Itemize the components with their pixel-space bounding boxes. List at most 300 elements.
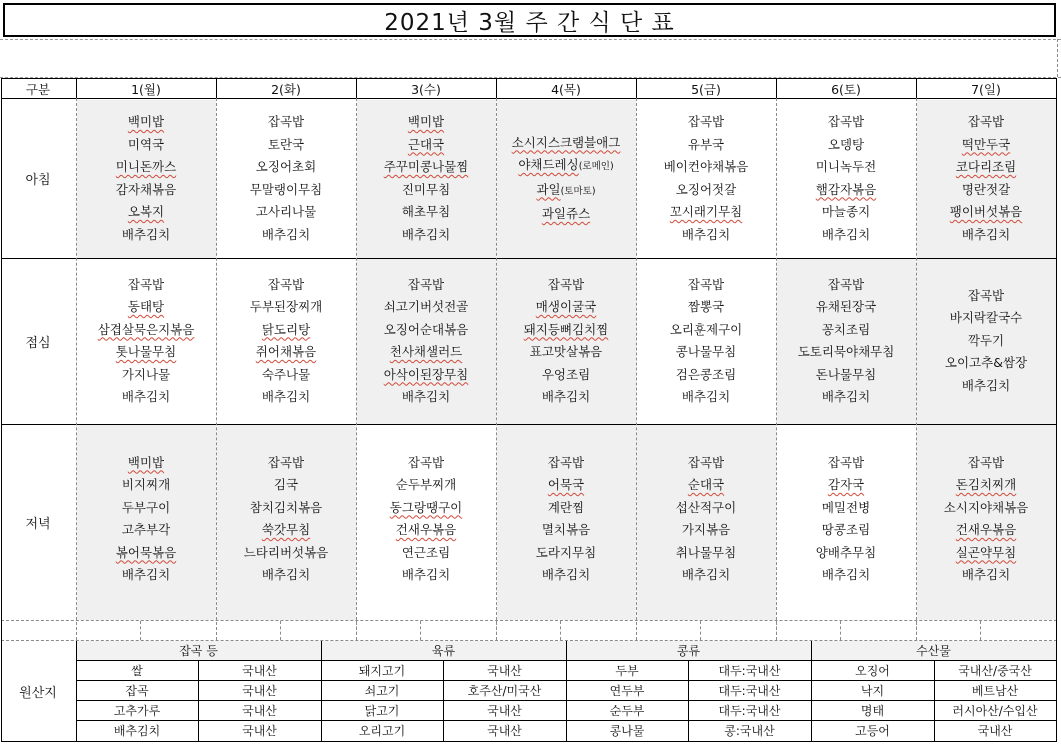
menu-item: [956, 542, 1016, 565]
menu-item-text: 순두부찌개: [395, 477, 457, 492]
menu-item-text: 배추김치: [821, 389, 871, 404]
menu-item-text: 오징어순대볶음: [383, 321, 469, 337]
menu-item: [822, 201, 870, 224]
menu-item-text: 배추김치: [541, 567, 591, 582]
origin-row-divider: [76, 700, 1056, 701]
menu-item: [950, 201, 1022, 224]
origin-cell: 국내산/중국산: [958, 663, 1032, 678]
menu-item-text: 쥐어채볶음: [255, 344, 317, 359]
menu-item-text: 무말랭이무침: [249, 181, 323, 197]
menu-item-text: 닭도리탕: [261, 321, 311, 337]
menu-item-text: 도라지무침: [535, 544, 597, 560]
table-bottom-border: [1, 741, 1057, 742]
spacer-tick: [140, 621, 141, 640]
menu-cell: [76, 424, 216, 614]
menu-item: [122, 474, 170, 497]
menu-item: [408, 134, 444, 157]
menu-item: [256, 156, 316, 179]
menu-item: [256, 341, 316, 364]
spacer-tick: [700, 621, 701, 640]
blank-band-right-line: [1057, 39, 1058, 77]
menu-item: [128, 296, 164, 319]
spacer-tick: [496, 621, 497, 640]
menu-item: [828, 134, 864, 157]
menu-item-text: 배추김치: [821, 567, 871, 582]
menu-item-text: 주꾸미콩나물찜: [383, 159, 469, 174]
origin-cell: 명태: [860, 703, 885, 718]
menu-item-text: 실곤약무침: [955, 544, 1017, 560]
menu-item-text: 잡곡밥: [687, 114, 725, 129]
menu-item-text: 양배추무침: [815, 544, 877, 560]
menu-item: [396, 474, 456, 497]
menu-item: [542, 364, 590, 387]
menu-item: [402, 179, 450, 202]
menu-item: [530, 341, 602, 364]
menu-item: [816, 179, 876, 202]
menu-item: [518, 154, 613, 179]
menu-item: [682, 564, 730, 587]
menu-item: [676, 341, 736, 364]
menu-item: [956, 519, 1016, 542]
menu-item: [268, 134, 304, 157]
menu-item-text: 멸치볶음: [541, 522, 591, 537]
menu-item-text: 콩나물무침: [675, 344, 737, 359]
menu-item-text: 소시지야채볶음: [943, 499, 1029, 515]
menu-item: [390, 497, 462, 520]
origin-cell: 국내산: [242, 703, 277, 718]
header-column-divider: [76, 78, 77, 98]
menu-item-text: 쑥갓무침: [261, 522, 311, 537]
menu-item: [122, 564, 170, 587]
menu-item: [944, 497, 1029, 520]
header-column-divider: [356, 78, 357, 98]
menu-item: [962, 179, 1010, 202]
menu-item-text: 배추김치: [261, 226, 311, 242]
menu-item-text: 가지볶음: [681, 522, 731, 537]
menu-item-text: 잡곡밥: [687, 276, 725, 292]
menu-item: [262, 319, 310, 342]
menu-item: [402, 564, 450, 587]
menu-item-text: 쇠고기버섯전골: [383, 299, 469, 314]
column-divider: [216, 98, 217, 640]
origin-cell: 돼지고기: [358, 663, 406, 678]
column-divider: [76, 98, 77, 640]
menu-item-text: 잡곡밥: [407, 276, 445, 292]
menu-item-text: 백미밥: [127, 114, 165, 129]
menu-item: [402, 386, 450, 409]
page-title-text: 2021년 3월 주 간 식 단 표: [384, 9, 675, 36]
menu-item: [122, 224, 170, 247]
spacer-tick: [280, 621, 281, 640]
menu-item-text: 소시지스크램블애그: [511, 134, 621, 150]
menu-item: [116, 179, 176, 202]
menu-item-text: 백미밥: [127, 454, 165, 470]
spacer-tick: [840, 621, 841, 640]
menu-cell: [636, 258, 776, 424]
menu-item-text: 취나물무침: [675, 544, 737, 560]
menu-item-text: 배추김치: [541, 389, 591, 404]
origin-cell: 베트남산: [971, 683, 1019, 698]
origin-header-bottom: [76, 660, 1056, 661]
menu-cell: [496, 258, 636, 424]
menu-item: [250, 497, 322, 520]
menu-cell: [636, 424, 776, 614]
menu-item: [250, 296, 322, 319]
menu-item-text: 배추김치: [961, 377, 1011, 393]
header-column-divider: [776, 78, 777, 98]
origin-cell: 국내산: [487, 703, 522, 718]
menu-item-text: 잡곡밥: [967, 287, 1005, 303]
menu-item: [268, 452, 304, 475]
menu-item: [542, 203, 590, 226]
menu-item: [268, 111, 304, 134]
menu-item-note: (토마토): [560, 185, 596, 197]
column-divider: [776, 98, 777, 640]
origin-cell: 국내산: [242, 683, 277, 698]
spacer-tick: [560, 621, 561, 640]
menu-item-text: 건새우볶음: [395, 522, 457, 537]
header-column-divider: [496, 78, 497, 98]
column-divider: [356, 98, 357, 640]
header-day-1: 1(월): [131, 81, 161, 97]
menu-item-text: 감자채볶음: [115, 181, 177, 197]
menu-item: [268, 274, 304, 297]
origin-cell: 국내산: [977, 724, 1013, 738]
origin-group-header: 육류: [431, 644, 456, 658]
menu-item-text: 배추김치: [261, 567, 311, 582]
menu-item-text: 잡곡밥: [407, 454, 445, 470]
menu-item: [968, 111, 1004, 134]
column-divider: [636, 98, 637, 640]
menu-item: [128, 134, 164, 157]
menu-item-text: 삼겹살묵은지볶음: [97, 321, 195, 337]
menu-item: [676, 497, 736, 520]
menu-item: [688, 452, 724, 475]
menu-item: [244, 542, 329, 565]
menu-item-text: 잡곡밥: [827, 114, 865, 129]
menu-item: [962, 134, 1010, 157]
menu-cell: [216, 258, 356, 424]
menu-item-text: 땅콩조림: [821, 522, 871, 537]
menu-item: [408, 111, 444, 134]
menu-item: [816, 296, 876, 319]
menu-item-text: 두부구이: [121, 499, 171, 515]
menu-item-text: 배추김치: [681, 567, 731, 582]
menu-item: [384, 296, 469, 319]
menu-item: [122, 497, 170, 520]
origin-group-header: 수산물: [916, 644, 951, 658]
menu-item-text: 토란국: [267, 136, 305, 152]
menu-item: [402, 542, 450, 565]
row-separator: [1, 424, 1057, 425]
menu-item-text: 오징어초회: [255, 159, 317, 174]
origin-row-divider: [76, 680, 1056, 681]
menu-item: [962, 375, 1010, 398]
menu-item-text: 천사채샐러드: [389, 344, 463, 359]
menu-item: [682, 386, 730, 409]
menu-item-text: 아삭이된장무침: [383, 366, 469, 382]
spacer-tick: [980, 621, 981, 640]
menu-item-text: 비지찌개: [121, 477, 171, 492]
menu-item: [956, 474, 1016, 497]
menu-cell: [916, 424, 1056, 614]
menu-item-text: 짬뽕국: [687, 299, 725, 314]
menu-item: [98, 319, 195, 342]
menu-item: [542, 564, 590, 587]
menu-cell: [76, 258, 216, 424]
menu-item: [548, 452, 584, 475]
menu-item-text: 배추김치: [121, 567, 171, 582]
origin-cell: 낙지: [860, 683, 885, 698]
menu-item-text: 미니녹두전: [815, 159, 877, 174]
menu-item: [968, 285, 1004, 308]
header-column-divider: [636, 78, 637, 98]
menu-item: [384, 364, 469, 387]
menu-item-text: 잡곡밥: [967, 114, 1005, 129]
menu-item-text: 잡곡밥: [967, 454, 1005, 470]
menu-item-text: 베이컨야채볶음: [663, 159, 749, 174]
menu-item: [962, 564, 1010, 587]
origin-cell: 오리고기: [358, 724, 406, 738]
menu-cell: [776, 424, 916, 614]
menu-item-text: 잡곡밥: [127, 276, 165, 292]
spacer-tick: [776, 621, 777, 640]
menu-cell: [216, 99, 356, 258]
menu-item-text: 건새우볶음: [955, 522, 1017, 537]
spacer-tick: [420, 621, 421, 640]
menu-item: [408, 274, 444, 297]
menu-item-text: 팽이버섯볶음: [949, 204, 1023, 219]
origin-group-divider: [811, 641, 812, 741]
menu-item-text: 동태탕: [127, 299, 165, 314]
menu-item: [396, 519, 456, 542]
menu-item: [262, 224, 310, 247]
origin-left-divider: [76, 641, 77, 741]
menu-item: [262, 386, 310, 409]
menu-item: [384, 319, 469, 342]
origin-cell: 대두:국내산: [718, 703, 781, 718]
menu-item: [512, 132, 621, 155]
menu-item-text: 유부국: [687, 136, 725, 152]
menu-item: [670, 319, 742, 342]
menu-item: [828, 474, 864, 497]
table-right-border: [1056, 78, 1057, 742]
menu-item: [128, 452, 164, 475]
menu-item-text: 매생이굴국: [535, 299, 597, 314]
menu-item-text: 참치김치볶음: [249, 499, 323, 515]
spacer-tick: [916, 621, 917, 640]
menu-item-text: 순대국: [687, 477, 725, 492]
menu-item-text: 마늘종지: [821, 204, 871, 219]
menu-item: [682, 519, 730, 542]
menu-item-text: 볶어묵볶음: [115, 544, 177, 560]
menu-item-text: 미역국: [127, 136, 165, 152]
menu-item-text: 계란찜: [547, 499, 585, 515]
menu-item: [548, 274, 584, 297]
origin-group-header: 잡곡 등: [179, 644, 218, 658]
menu-item-note: (로메인): [578, 161, 614, 172]
menu-item-text: 진미무침: [401, 181, 451, 197]
menu-item-text: 오이고추&쌈장: [944, 355, 1028, 371]
menu-item-text: 톳나물무침: [115, 344, 177, 359]
menu-item-text: 어묵국: [547, 477, 585, 492]
meal-label-breakfast: 아침: [25, 173, 51, 188]
header-day-5: 5(금): [691, 81, 721, 97]
menu-item-text: 잡곡밥: [267, 454, 305, 470]
menu-item: [122, 386, 170, 409]
menu-cell: [916, 99, 1056, 258]
menu-item-text: 오복지: [127, 204, 165, 219]
menu-item: [688, 111, 724, 134]
menu-item-text: 오리훈제구이: [669, 321, 743, 337]
column-divider: [496, 98, 497, 640]
menu-item-text: 바지락칼국수: [949, 310, 1023, 326]
menu-item: [536, 296, 596, 319]
menu-item: [122, 519, 170, 542]
menu-item: [688, 134, 724, 157]
menu-item: [828, 274, 864, 297]
menu-item: [828, 111, 864, 134]
menu-item-text: 떡만두국: [961, 136, 1011, 152]
menu-cell: [496, 99, 636, 258]
column-divider: [916, 98, 917, 640]
menu-item: [542, 386, 590, 409]
menu-item: [822, 386, 870, 409]
menu-item: [950, 307, 1022, 330]
menu-item-text: 고추부각: [121, 522, 171, 537]
menu-item-text: 감자국: [827, 477, 865, 492]
menu-item: [688, 474, 724, 497]
origin-cell: 국내산: [242, 663, 277, 678]
menu-item-text: 백미밥: [407, 114, 445, 129]
menu-item-text: 잡곡밥: [827, 454, 865, 470]
menu-item: [408, 452, 444, 475]
menu-cell: [776, 99, 916, 258]
menu-item: [122, 364, 170, 387]
menu-item-text: 잡곡밥: [547, 276, 585, 292]
menu-item-text: 해초무침: [401, 204, 451, 219]
spacer-tick: [356, 621, 357, 640]
header-top-border: [1, 78, 1057, 79]
origin-cell: 배추김치: [113, 724, 161, 738]
menu-item-text: 배추김치: [681, 389, 731, 404]
menu-item-text: 섭산적구이: [675, 499, 737, 515]
menu-item: [962, 224, 1010, 247]
menu-cell: [356, 99, 496, 258]
origin-cell: 오징어: [855, 663, 890, 678]
menu-item: [822, 519, 870, 542]
menu-cell: [496, 424, 636, 614]
menu-item-text: 명란젓갈: [961, 181, 1011, 197]
menu-item: [256, 201, 316, 224]
origin-cell: 콩나물: [609, 724, 645, 738]
menu-item-text: 메밀전병: [821, 499, 871, 515]
menu-item-text: 야채드레싱: [518, 157, 579, 172]
menu-item-text: 배추김치: [261, 389, 311, 404]
menu-item-text: 느타리버섯볶음: [243, 544, 329, 560]
menu-cell: [776, 258, 916, 424]
header-day-2: 2(화): [271, 81, 301, 97]
menu-item-text: 돈김치찌개: [955, 477, 1017, 492]
menu-item-text: 꼬시래기무침: [669, 204, 743, 219]
origin-group-divider: [321, 641, 322, 741]
menu-item-text: 고사리나물: [255, 204, 317, 219]
origin-cell: 고추가루: [113, 703, 161, 718]
menu-item-text: 돈나물무침: [815, 366, 877, 382]
menu-item-text: 숙주나물: [261, 366, 311, 382]
menu-item: [250, 179, 322, 202]
menu-item: [390, 341, 462, 364]
menu-item: [116, 156, 176, 179]
page-title: [3, 3, 1056, 37]
menu-item-text: 배추김치: [961, 567, 1011, 582]
menu-item-text: 검은콩조림: [675, 366, 737, 382]
menu-cell: [76, 99, 216, 258]
menu-item: [536, 542, 596, 565]
origin-label: 원산지: [19, 686, 57, 701]
menu-item: [816, 156, 876, 179]
menu-item: [536, 179, 595, 204]
menu-item: [816, 542, 876, 565]
meal-label-lunch: 점심: [25, 335, 51, 351]
menu-item-text: 두부된장찌개: [249, 299, 323, 314]
menu-item-text: 우엉조림: [541, 366, 591, 382]
origin-cell: 국내산: [487, 663, 522, 678]
origin-cell: 대두:국내산: [718, 663, 781, 678]
row-separator-dashed: [1, 620, 1057, 621]
menu-cell: [356, 258, 496, 424]
menu-item-text: 잡곡밥: [547, 454, 585, 470]
menu-item-text: 햄감자볶음: [815, 181, 877, 197]
menu-item: [548, 474, 584, 497]
menu-item-text: 배추김치: [961, 226, 1011, 242]
origin-cell: 연두부: [609, 683, 645, 698]
origin-cell: 콩:국내산: [724, 724, 775, 738]
origin-cell: 국내산: [487, 724, 522, 738]
menu-item-text: 오뎅탕: [827, 136, 865, 152]
menu-item: [402, 224, 450, 247]
menu-cell: [356, 424, 496, 614]
menu-item-text: 가지나물: [121, 366, 171, 382]
menu-item: [548, 497, 584, 520]
menu-item-text: 과일: [536, 181, 561, 197]
menu-item: [262, 364, 310, 387]
origin-cell: 두부: [615, 663, 639, 678]
origin-row-divider: [76, 720, 1056, 721]
blank-band-top-line: [0, 39, 1061, 40]
menu-item: [822, 224, 870, 247]
menu-item-text: 도토리묵야채무침: [797, 344, 895, 359]
header-label: 구분: [25, 81, 51, 97]
menu-item-text: 배추김치: [681, 226, 731, 242]
origin-cell: 잡곡: [125, 683, 149, 698]
menu-item-text: 배추김치: [401, 567, 451, 582]
menu-item: [682, 224, 730, 247]
header-day-7: 7(일): [971, 81, 1001, 97]
origin-cell: 닭고기: [364, 703, 400, 718]
menu-item-text: 돼지등뼈김치찜: [523, 321, 609, 337]
menu-item-text: 배추김치: [821, 226, 871, 242]
menu-item: [524, 319, 609, 342]
menu-item: [384, 156, 469, 179]
origin-cell: 호주산/미국산: [467, 683, 542, 698]
menu-item-text: 잡곡밥: [267, 276, 305, 292]
menu-item: [128, 111, 164, 134]
menu-item: [822, 497, 870, 520]
menu-item-text: 유채된장국: [815, 299, 877, 314]
menu-item: [664, 156, 749, 179]
menu-item-text: 연근조림: [401, 544, 451, 560]
